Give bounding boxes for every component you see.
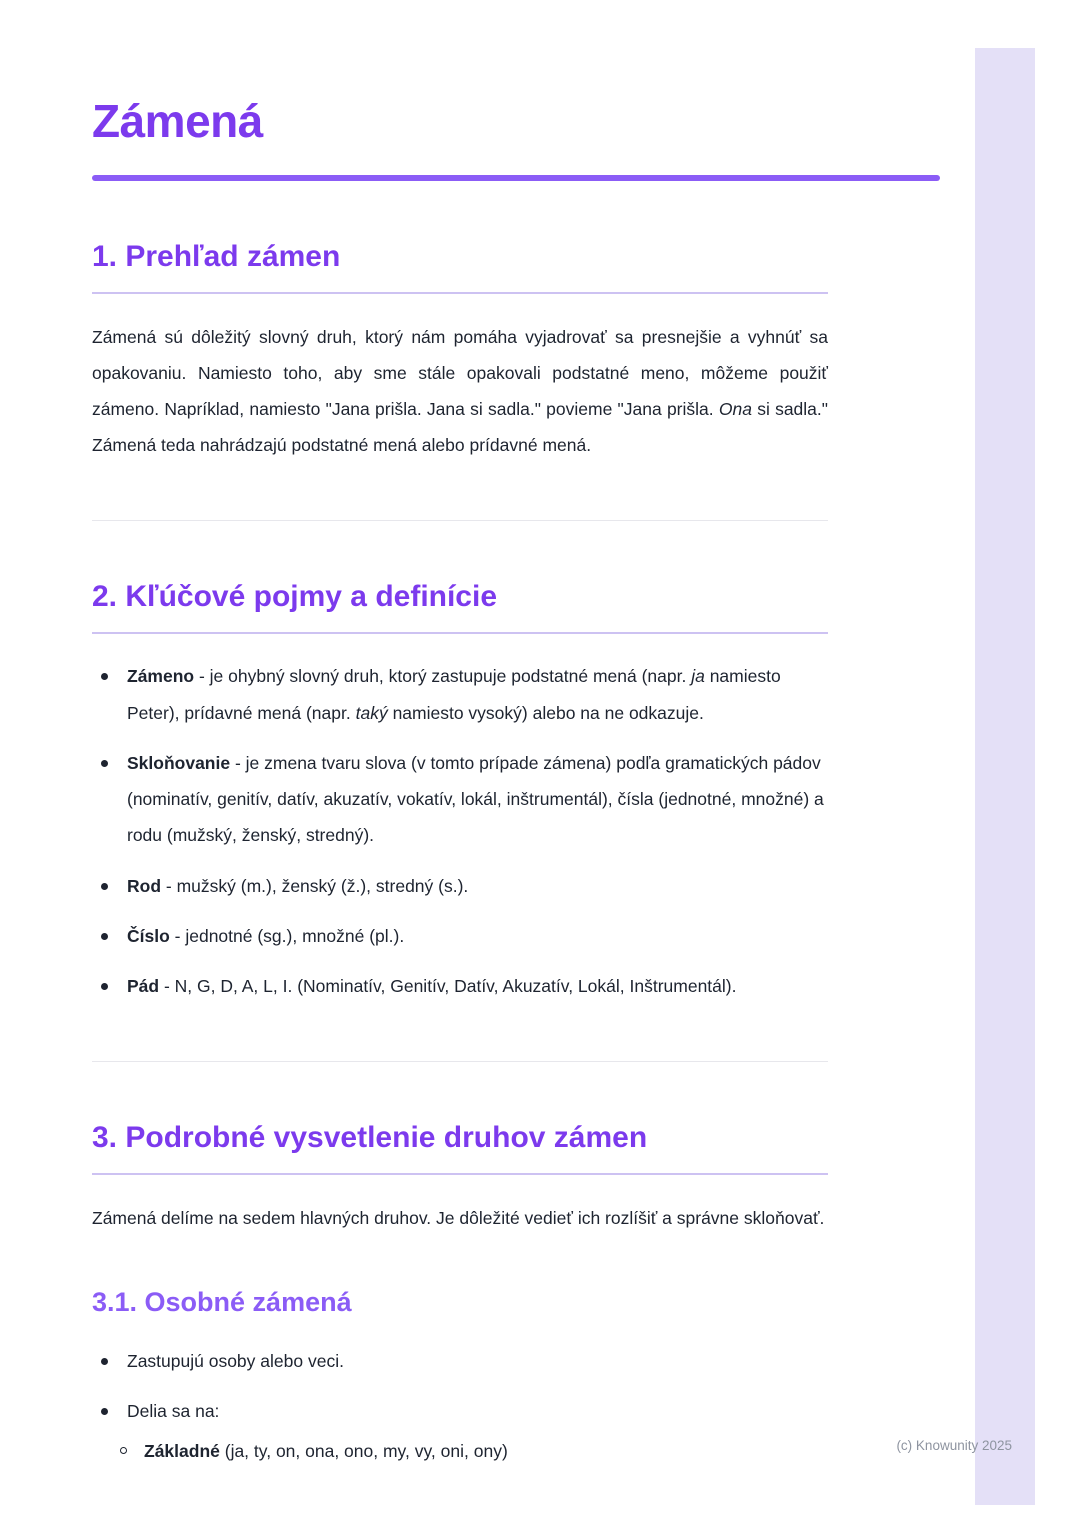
bullet-marker [101, 933, 108, 940]
list-item-text [127, 868, 468, 904]
text-run: - jednotné (sg.), množné (pl.). [169, 925, 405, 946]
bullet-marker [101, 883, 108, 890]
page-title: Zámená [92, 95, 263, 147]
text-run: namiesto Peter), prídavné mená (napr. [127, 666, 781, 723]
list-item-text [127, 968, 736, 1004]
text-run-italic: Ona [718, 399, 752, 420]
list-item [92, 658, 828, 730]
text-run: Zámená sú dôležitý slovný druh, ktorý nám pomáha vyjadrovať sa presnejšie a vyhnúť sa opakovaniu. Namiesto toho, aby sme stále opakovali podstatné meno, môžeme použiť zámeno. Napríklad, namiesto "Jana prišla. Jana si sadla." povieme "Jana prišla. [92, 326, 828, 420]
bullet-marker [101, 983, 108, 990]
document-content [92, 0, 828, 1469]
list-item-text [127, 918, 404, 954]
section-divider [92, 520, 828, 521]
list-item-text: Zastupujú osoby alebo veci. [127, 1350, 344, 1371]
list-item [92, 1393, 828, 1429]
list-item [92, 918, 828, 954]
text-run: (ja, ty, on, ona, ono, my, vy, oni, ony) [219, 1441, 508, 1462]
paragraph [92, 319, 828, 464]
list-item [92, 968, 828, 1004]
section-podrobne-vysvetlenie [92, 1120, 828, 1469]
text-run-bold: Skloňovanie [127, 752, 231, 773]
text-run: si sadla." Zámená teda nahrádzajú podstatné mená alebo prídavné mená. [92, 399, 828, 456]
text-run: - je zmena tvaru slova (v tomto prípade zámena) podľa gramatických pádov (nominatív, genitív, datív, akuzatív, vokatív, lokál, inštrumentál), čísla (jednotné, množné) a rodu (mužský, ženský, stredný). [127, 752, 824, 846]
list-item-text [144, 1433, 508, 1469]
text-run-italic: ja [691, 666, 705, 687]
section-heading: 3. Podrobné vysvetlenie druhov zámen [92, 1120, 828, 1175]
list-item-text [127, 745, 828, 854]
list-item [92, 745, 828, 854]
list-item [92, 1343, 828, 1379]
text-run-bold: Zámeno [127, 666, 195, 687]
text-run-bold: Pád [127, 976, 160, 996]
list-item-text [127, 658, 828, 730]
text-run: - mužský (m.), ženský (ž.), stredný (s.). [161, 875, 469, 896]
side-accent-stripe [975, 48, 1035, 1505]
osobne-zamena-list [92, 1343, 828, 1470]
section-heading: 1. Prehľad zámen [92, 239, 828, 294]
text-run-italic: taký [355, 702, 388, 723]
hollow-bullet-marker [120, 1447, 127, 1454]
bullet-marker [101, 1358, 108, 1365]
bullet-marker [101, 760, 108, 767]
text-run: namiesto vysoký) alebo na ne odkazuje. [387, 702, 704, 723]
footer-credit: (c) Knowunity 2025 [896, 1438, 1012, 1453]
list-item [92, 1433, 828, 1469]
nested-list [92, 1433, 828, 1469]
text-run-bold: Základné [144, 1441, 220, 1462]
definition-list [92, 658, 828, 1004]
bullet-marker [101, 1408, 108, 1415]
paragraph: Zámená delíme na sedem hlavných druhov. Je dôležité vedieť ich rozlíšiť a správne skloňovať. [92, 1208, 825, 1229]
subsection-heading: 3.1. Osobné zámená [92, 1287, 352, 1318]
section-klucove-pojmy [92, 579, 828, 1004]
bullet-marker [101, 673, 108, 680]
section-divider [92, 1061, 828, 1062]
list-item [92, 868, 828, 904]
section-heading: 2. Kľúčové pojmy a definície [92, 579, 828, 634]
text-run: - N, G, D, A, L, I. (Nominatív, Genitív, Datív, Akuzatív, Lokál, Inštrumentál). [159, 976, 737, 996]
text-run-bold: Číslo [127, 925, 170, 946]
text-run-bold: Rod [127, 875, 162, 896]
list-item-text: Delia sa na: [127, 1401, 220, 1422]
title-rule [92, 175, 940, 181]
text-run: - je ohybný slovný druh, ktorý zastupuje podstatné mená (napr. [194, 666, 692, 687]
section-prehlad-zamen [92, 239, 828, 464]
